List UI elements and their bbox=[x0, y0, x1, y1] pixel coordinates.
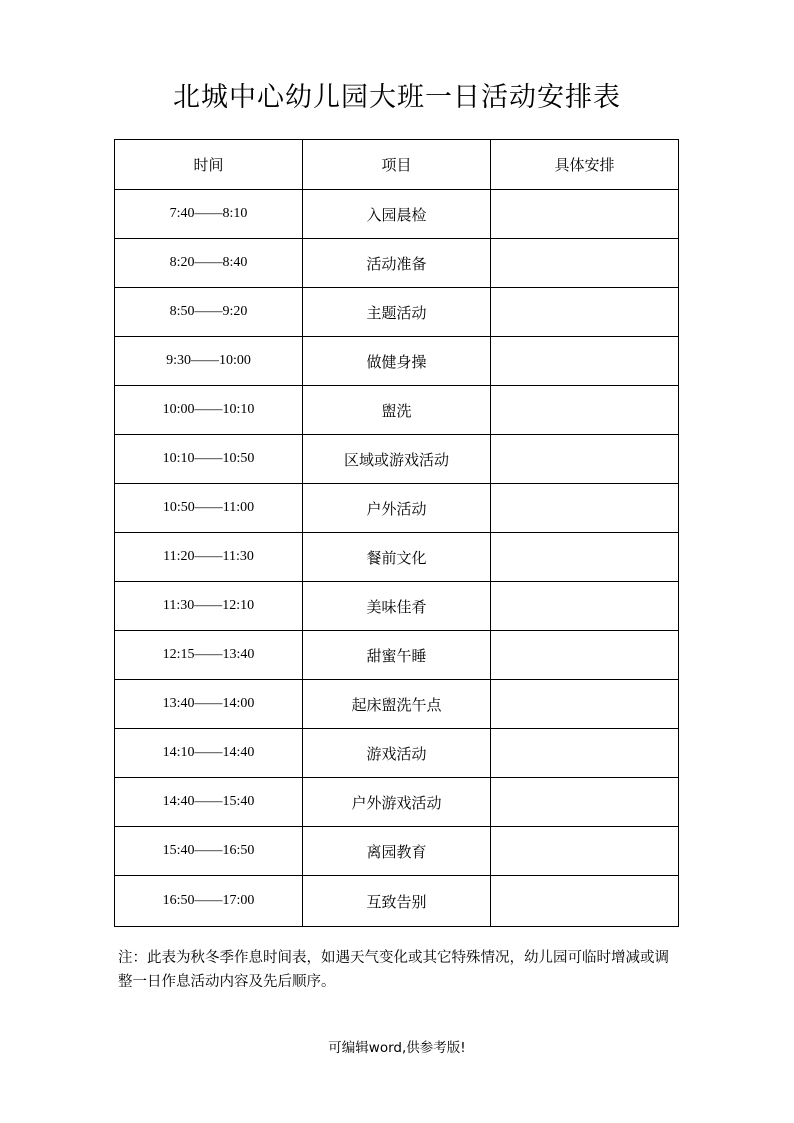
item-cell: 离园教育 bbox=[303, 827, 491, 876]
table-row bbox=[115, 729, 679, 778]
detail-cell bbox=[491, 778, 679, 827]
table-row bbox=[115, 386, 679, 435]
detail-cell bbox=[491, 337, 679, 386]
footnote: 注：此表为秋冬季作息时间表，如遇天气变化或其它特殊情况，幼儿园可临时增减或调整一日作息活动内容及先后顺序。 bbox=[118, 950, 669, 990]
column-header-time: 时间 bbox=[115, 140, 303, 190]
table-row bbox=[115, 827, 679, 876]
detail-cell bbox=[491, 484, 679, 533]
item-cell: 户外游戏活动 bbox=[303, 778, 491, 827]
table-row bbox=[115, 631, 679, 680]
time-cell: 8:50——9:20 bbox=[115, 288, 303, 337]
time-cell: 15:40——16:50 bbox=[115, 827, 303, 876]
time-cell: 11:20——11:30 bbox=[115, 533, 303, 582]
time-cell: 10:50——11:00 bbox=[115, 484, 303, 533]
table-row bbox=[115, 190, 679, 239]
detail-cell bbox=[491, 239, 679, 288]
time-cell: 10:00——10:10 bbox=[115, 386, 303, 435]
detail-cell bbox=[491, 729, 679, 778]
time-cell: 14:10——14:40 bbox=[115, 729, 303, 778]
page-footer: 可编辑word,供参考版! bbox=[328, 1040, 466, 1056]
table-header-row bbox=[115, 140, 679, 190]
detail-cell bbox=[491, 386, 679, 435]
table-row bbox=[115, 484, 679, 533]
detail-cell bbox=[491, 582, 679, 631]
column-header-item: 项目 bbox=[303, 140, 491, 190]
detail-cell bbox=[491, 435, 679, 484]
time-cell: 10:10——10:50 bbox=[115, 435, 303, 484]
table-row bbox=[115, 876, 679, 927]
item-cell: 起床盥洗午点 bbox=[303, 680, 491, 729]
detail-cell bbox=[491, 190, 679, 239]
time-cell: 12:15——13:40 bbox=[115, 631, 303, 680]
table-row bbox=[115, 680, 679, 729]
schedule-table bbox=[114, 139, 679, 927]
detail-cell bbox=[491, 533, 679, 582]
item-cell: 游戏活动 bbox=[303, 729, 491, 778]
detail-cell bbox=[491, 827, 679, 876]
time-cell: 14:40——15:40 bbox=[115, 778, 303, 827]
detail-cell bbox=[491, 288, 679, 337]
table-row bbox=[115, 533, 679, 582]
item-cell: 入园晨检 bbox=[303, 190, 491, 239]
item-cell: 户外活动 bbox=[303, 484, 491, 533]
time-cell: 7:40——8:10 bbox=[115, 190, 303, 239]
table-row bbox=[115, 288, 679, 337]
item-cell: 互致告别 bbox=[303, 876, 491, 927]
time-cell: 13:40——14:00 bbox=[115, 680, 303, 729]
item-cell: 区域或游戏活动 bbox=[303, 435, 491, 484]
table-row bbox=[115, 778, 679, 827]
page-title: 北城中心幼儿园大班一日活动安排表 bbox=[173, 82, 621, 113]
item-cell: 餐前文化 bbox=[303, 533, 491, 582]
item-cell: 盥洗 bbox=[303, 386, 491, 435]
table-row bbox=[115, 435, 679, 484]
item-cell: 甜蜜午睡 bbox=[303, 631, 491, 680]
table-row bbox=[115, 582, 679, 631]
item-cell: 主题活动 bbox=[303, 288, 491, 337]
table-row bbox=[115, 239, 679, 288]
time-cell: 16:50——17:00 bbox=[115, 876, 303, 927]
column-header-detail: 具体安排 bbox=[491, 140, 679, 190]
detail-cell bbox=[491, 680, 679, 729]
table-row bbox=[115, 337, 679, 386]
item-cell: 美味佳肴 bbox=[303, 582, 491, 631]
item-cell: 做健身操 bbox=[303, 337, 491, 386]
detail-cell bbox=[491, 876, 679, 927]
item-cell: 活动准备 bbox=[303, 239, 491, 288]
time-cell: 8:20——8:40 bbox=[115, 239, 303, 288]
detail-cell bbox=[491, 631, 679, 680]
time-cell: 9:30——10:00 bbox=[115, 337, 303, 386]
time-cell: 11:30——12:10 bbox=[115, 582, 303, 631]
